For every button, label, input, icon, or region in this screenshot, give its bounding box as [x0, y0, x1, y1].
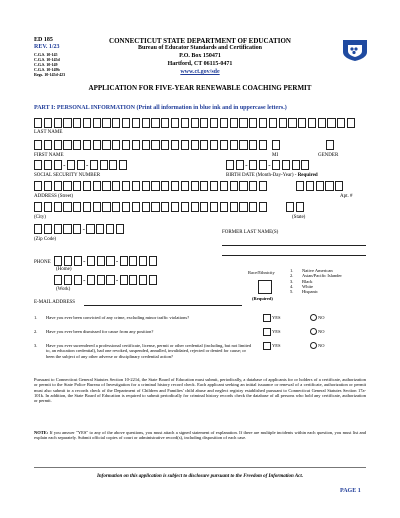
phone-label: PHONE [34, 260, 51, 265]
char-box[interactable] [83, 181, 91, 191]
char-box[interactable] [132, 202, 140, 212]
char-box[interactable] [210, 181, 218, 191]
char-box[interactable] [34, 202, 42, 212]
q2-yes-label: YES [272, 329, 281, 334]
char-box[interactable] [306, 181, 314, 191]
char-box[interactable] [151, 140, 159, 150]
char-box[interactable] [54, 160, 62, 170]
char-box[interactable] [181, 202, 189, 212]
char-box[interactable] [132, 181, 140, 191]
char-box[interactable] [249, 202, 257, 212]
city-zip: Hartford, CT 06115-0471 [167, 61, 233, 67]
char-box[interactable] [161, 181, 169, 191]
char-box[interactable] [129, 256, 137, 266]
ct-seal-logo [340, 36, 370, 62]
char-box[interactable] [132, 118, 140, 128]
char-box[interactable] [139, 275, 147, 285]
statute-ref: C.G.S. 10-149 [34, 62, 58, 67]
middle-initial-box[interactable] [272, 140, 280, 150]
char-box[interactable] [259, 160, 267, 170]
char-box[interactable] [54, 118, 62, 128]
char-box[interactable] [181, 140, 189, 150]
form-number: ED 185 [34, 37, 53, 43]
char-box[interactable] [122, 140, 130, 150]
char-box[interactable] [191, 140, 199, 150]
char-box[interactable] [337, 118, 345, 128]
char-box[interactable] [181, 181, 189, 191]
race-option-number: 5. [290, 289, 294, 295]
char-box[interactable] [63, 224, 71, 234]
note-paragraph [34, 430, 366, 441]
char-box[interactable] [83, 202, 91, 212]
char-box[interactable] [191, 118, 199, 128]
char-box[interactable] [327, 118, 335, 128]
q1-no-label: NO [318, 315, 325, 320]
q3-no-label: NO [318, 343, 325, 348]
char-box[interactable] [191, 202, 199, 212]
first-name-boxes[interactable] [34, 140, 267, 150]
char-box[interactable] [149, 256, 157, 266]
home-prefix[interactable] [87, 256, 115, 266]
work-label: (Work) [56, 287, 71, 292]
race-option-number: 2. [290, 273, 294, 279]
last-name-boxes[interactable] [34, 118, 355, 128]
char-box[interactable] [122, 181, 130, 191]
apt-boxes[interactable] [296, 181, 343, 191]
char-box[interactable] [149, 275, 157, 285]
char-box[interactable] [102, 202, 110, 212]
char-box[interactable] [129, 275, 137, 285]
char-box[interactable] [63, 181, 71, 191]
race-option-number: 3. [290, 278, 294, 284]
char-box[interactable] [100, 160, 108, 170]
char-box[interactable] [63, 140, 71, 150]
home-label: (Home) [56, 267, 72, 272]
char-box[interactable] [269, 118, 277, 128]
char-box[interactable] [73, 181, 81, 191]
q2-no-radio[interactable] [310, 328, 317, 335]
char-box[interactable] [44, 224, 52, 234]
char-box[interactable] [249, 140, 257, 150]
char-box[interactable] [34, 140, 42, 150]
question-2-text: Have you ever been dismissed for cause from any position? [46, 329, 154, 334]
city-boxes[interactable] [34, 202, 267, 212]
char-box[interactable] [210, 140, 218, 150]
gender-label: GENDER [318, 153, 339, 158]
char-box[interactable] [54, 256, 62, 266]
race-option-label: Hispanic [302, 289, 318, 295]
char-box[interactable] [239, 118, 247, 128]
char-box[interactable] [109, 160, 117, 170]
char-box[interactable] [308, 118, 316, 128]
birth-date-field[interactable]: - - [226, 160, 309, 170]
q3-yes-checkbox[interactable] [263, 342, 271, 350]
ssn-part-1[interactable] [34, 160, 62, 170]
mi-label: MI [272, 153, 279, 158]
char-box[interactable] [236, 160, 244, 170]
char-box[interactable] [171, 118, 179, 128]
statute-ref: C.G.S. 10-145d [34, 57, 60, 62]
char-box[interactable] [200, 118, 208, 128]
char-box[interactable] [200, 181, 208, 191]
char-box[interactable] [44, 202, 52, 212]
char-box[interactable] [318, 118, 326, 128]
char-box[interactable] [116, 224, 124, 234]
char-box[interactable] [200, 140, 208, 150]
char-box[interactable] [93, 118, 101, 128]
form-title: APPLICATION FOR FIVE-YEAR RENEWABLE COACHING PERMIT [88, 84, 312, 92]
char-box[interactable] [142, 118, 150, 128]
char-box[interactable] [102, 181, 110, 191]
char-box[interactable] [259, 140, 267, 150]
former-name-line-1[interactable] [222, 245, 366, 246]
char-box[interactable] [34, 224, 42, 234]
gender-box[interactable] [326, 140, 334, 150]
birth-day[interactable] [249, 160, 267, 170]
q2-yes-checkbox[interactable] [263, 328, 271, 336]
question-1-text: Have you ever been convicted of any crime, excluding minor traffic violations? [46, 315, 190, 320]
zip-ext[interactable] [86, 224, 124, 234]
char-box[interactable] [54, 275, 62, 285]
q1-yes-label: YES [272, 315, 281, 320]
char-box[interactable] [44, 140, 52, 150]
char-box[interactable] [77, 160, 85, 170]
char-box[interactable] [73, 118, 81, 128]
char-box[interactable] [279, 118, 287, 128]
po-box: P.O. Box 150471 [179, 53, 221, 59]
work-phone-field[interactable]: - - [54, 275, 157, 285]
char-box[interactable] [151, 118, 159, 128]
q2-no-label: NO [318, 329, 325, 334]
char-box[interactable] [112, 118, 120, 128]
char-box[interactable] [97, 256, 105, 266]
char-box[interactable] [142, 202, 150, 212]
char-box[interactable] [335, 181, 343, 191]
char-box[interactable] [220, 181, 228, 191]
char-box[interactable] [90, 160, 98, 170]
char-box[interactable] [191, 181, 199, 191]
char-box[interactable] [112, 181, 120, 191]
char-box[interactable] [249, 181, 257, 191]
race-box[interactable] [258, 280, 272, 294]
char-box[interactable] [259, 118, 267, 128]
birth-year[interactable] [272, 160, 310, 170]
race-option-number: 4. [290, 283, 294, 289]
char-box[interactable] [296, 181, 304, 191]
former-name-line-2[interactable] [222, 255, 366, 256]
char-box[interactable] [301, 160, 309, 170]
char-box[interactable] [161, 140, 169, 150]
footer-divider [34, 467, 366, 468]
state-label: (State) [292, 215, 306, 220]
question-3-num: 3. [34, 343, 38, 348]
char-box[interactable] [171, 181, 179, 191]
char-box[interactable] [73, 140, 81, 150]
char-box[interactable] [54, 181, 62, 191]
char-box[interactable] [44, 181, 52, 191]
char-box[interactable] [97, 275, 105, 285]
char-box[interactable] [106, 224, 114, 234]
work-prefix[interactable] [87, 275, 115, 285]
state-boxes[interactable] [286, 202, 304, 212]
char-box[interactable] [316, 181, 324, 191]
note-label: NOTE: [34, 430, 49, 435]
birth-date-text: BIRTH DATE (Month-Day-Year) - [226, 173, 297, 178]
char-box[interactable] [102, 118, 110, 128]
char-box[interactable] [161, 202, 169, 212]
birth-month[interactable] [226, 160, 244, 170]
char-box[interactable] [292, 160, 300, 170]
first-name-label: FIRST NAME [34, 153, 64, 158]
char-box[interactable] [239, 181, 247, 191]
email-label: E-MAIL ADDRESS [34, 300, 76, 305]
char-box[interactable] [286, 202, 294, 212]
char-box[interactable] [54, 202, 62, 212]
ssn-label: SOCIAL SECURITY NUMBER [34, 173, 101, 178]
char-box[interactable] [96, 224, 104, 234]
char-box[interactable] [73, 202, 81, 212]
statute-ref: C.G.S. 10-145 [34, 52, 58, 57]
page-number: PAGE 1 [340, 488, 361, 494]
char-box[interactable] [259, 202, 267, 212]
char-box[interactable] [74, 275, 82, 285]
char-box[interactable] [230, 140, 238, 150]
char-box[interactable] [272, 160, 280, 170]
char-box[interactable] [87, 256, 95, 266]
char-box[interactable] [220, 118, 228, 128]
work-line[interactable] [120, 275, 158, 285]
char-box[interactable] [112, 140, 120, 150]
race-option-number: 1. [290, 268, 294, 273]
char-box[interactable] [325, 181, 333, 191]
char-box[interactable] [226, 160, 234, 170]
char-box[interactable] [249, 118, 257, 128]
char-box[interactable] [34, 160, 42, 170]
char-box[interactable] [347, 118, 355, 128]
char-box[interactable] [239, 140, 247, 150]
char-box[interactable] [239, 202, 247, 212]
home-area[interactable] [54, 256, 82, 266]
home-line[interactable] [120, 256, 158, 266]
char-box[interactable] [34, 181, 42, 191]
race-option-label: Black [302, 278, 313, 284]
ssn-part-2[interactable] [67, 160, 85, 170]
char-box[interactable] [272, 140, 280, 150]
char-box[interactable] [249, 160, 257, 170]
statute-paragraph: Pursuant to Connecticut General Statutes Section 10-221d, the State Board of Education must submit, periodically, a database of applicants for or holders of a certificate, authorization or permit to the State Police Bureau of Investigation for a criminal history record check. Each applicant seeking an initial issuance or renewal of a certificate, authorization or permit must also submit to a records check of the Department of Children and Families' child abuse and neglect registry established pursuant to Connecticut General Statutes Section 17a-101k. In addition, the State Board of Education is required to submit periodically for criminal history records check the database of all persons who hold any certificate, authorization or permit. [34, 377, 366, 404]
part1-heading: PART I: PERSONAL INFORMATION (Print all information in blue ink and in uppercase letters.) [34, 105, 287, 111]
birth-date-label [226, 173, 318, 179]
char-box[interactable] [54, 140, 62, 150]
statute-ref: C.G.S. 10-149b [34, 67, 60, 72]
char-box[interactable] [83, 118, 91, 128]
char-box[interactable] [83, 140, 91, 150]
char-box[interactable] [210, 202, 218, 212]
race-option [290, 289, 342, 294]
char-box[interactable] [161, 118, 169, 128]
street-boxes[interactable] [34, 181, 267, 191]
race-required: (Required) [252, 296, 273, 301]
char-box[interactable] [151, 181, 159, 191]
note-text: If you answer "YES" to any of the above questions, you must attach a signed statement of explanation. If there are multiple incidents within each question, you must list and explain each separately. Submit official copies of court or administrative record(s), including disposition of each case. [34, 430, 367, 441]
char-box[interactable] [64, 275, 72, 285]
char-box[interactable] [171, 140, 179, 150]
work-area[interactable] [54, 275, 82, 285]
char-box[interactable] [120, 275, 128, 285]
char-box[interactable] [63, 118, 71, 128]
q1-yes-checkbox[interactable] [263, 314, 271, 322]
char-box[interactable] [74, 256, 82, 266]
question-1-num: 1. [34, 315, 38, 320]
char-box[interactable] [151, 202, 159, 212]
char-box[interactable] [44, 160, 52, 170]
char-box[interactable] [73, 224, 81, 234]
zip-field[interactable]: - [34, 224, 124, 234]
city-label: (City) [34, 215, 46, 220]
char-box[interactable] [120, 256, 128, 266]
char-box[interactable] [181, 118, 189, 128]
address-label: ADDRESS (Street) [34, 194, 74, 199]
char-box[interactable] [259, 181, 267, 191]
char-box[interactable] [282, 160, 290, 170]
apt-label: Apt. # [340, 194, 353, 199]
char-box[interactable] [230, 181, 238, 191]
char-box[interactable] [200, 202, 208, 212]
char-box[interactable] [93, 202, 101, 212]
question-2-num: 2. [34, 329, 38, 334]
char-box[interactable] [93, 181, 101, 191]
department-name: CONNECTICUT STATE DEPARTMENT OF EDUCATION [109, 37, 291, 45]
ssn-field[interactable]: - - [34, 160, 127, 170]
char-box[interactable] [220, 202, 228, 212]
former-names-label: FORMER LAST NAME(S) [222, 230, 279, 235]
race-option-label: Asian/Pacific Islander [302, 273, 342, 279]
char-box[interactable] [296, 202, 304, 212]
char-box[interactable] [54, 224, 62, 234]
q1-no-radio[interactable] [310, 314, 317, 321]
char-box[interactable] [44, 118, 52, 128]
char-box[interactable] [142, 181, 150, 191]
ssn-part-3[interactable] [90, 160, 128, 170]
bureau-name: Bureau of Educator Standards and Certification [138, 45, 262, 51]
question-3-text: Have you ever surrendered a professional certificate, license, permit or other credential (including, but not limited to, an education credential), had one revoked, suspended, annulled, invalidated, rejected or denied for cause; or been the subject of any other adverse or disciplinary credential action? [46, 343, 252, 359]
char-box[interactable] [67, 160, 75, 170]
char-box[interactable] [106, 256, 114, 266]
char-box[interactable] [142, 140, 150, 150]
zip-main[interactable] [34, 224, 81, 234]
last-name-label: LAST NAME [34, 130, 63, 135]
char-box[interactable] [326, 140, 334, 150]
char-box[interactable] [106, 275, 114, 285]
race-option-label: White [302, 283, 313, 289]
char-box[interactable] [230, 118, 238, 128]
char-box[interactable] [288, 118, 296, 128]
q3-yes-label: YES [272, 343, 281, 348]
char-box[interactable] [87, 275, 95, 285]
char-box[interactable] [63, 202, 71, 212]
char-box[interactable] [112, 202, 120, 212]
char-box[interactable] [86, 224, 94, 234]
website-link[interactable]: www.ct.gov/sde [180, 69, 220, 75]
char-box[interactable] [122, 202, 130, 212]
char-box[interactable] [119, 160, 127, 170]
char-box[interactable] [210, 118, 218, 128]
char-box[interactable] [132, 140, 140, 150]
char-box[interactable] [102, 140, 110, 150]
char-box[interactable] [34, 118, 42, 128]
foi-disclosure: Information on this application is subject to disclosure pursuant to the Freedom of Information Act. [96, 474, 304, 479]
q3-no-radio[interactable] [310, 342, 317, 349]
race-option-label: Native American [302, 268, 333, 273]
char-box[interactable] [93, 140, 101, 150]
race-label: Race/Ethnicity [248, 270, 275, 275]
race-options [290, 268, 342, 294]
statute-ref: Regs. 10-145d-423 [34, 72, 66, 77]
email-line[interactable] [84, 305, 242, 306]
char-box[interactable] [298, 118, 306, 128]
zip-label: (Zip Code) [34, 237, 57, 242]
char-box[interactable] [220, 140, 228, 150]
char-box[interactable] [122, 118, 130, 128]
char-box[interactable] [64, 256, 72, 266]
char-box[interactable] [230, 202, 238, 212]
birth-date-required: Required [297, 173, 318, 178]
char-box[interactable] [171, 202, 179, 212]
home-phone-field[interactable]: - - [54, 256, 157, 266]
char-box[interactable] [139, 256, 147, 266]
form-revision: REV. 1/23 [34, 44, 60, 50]
